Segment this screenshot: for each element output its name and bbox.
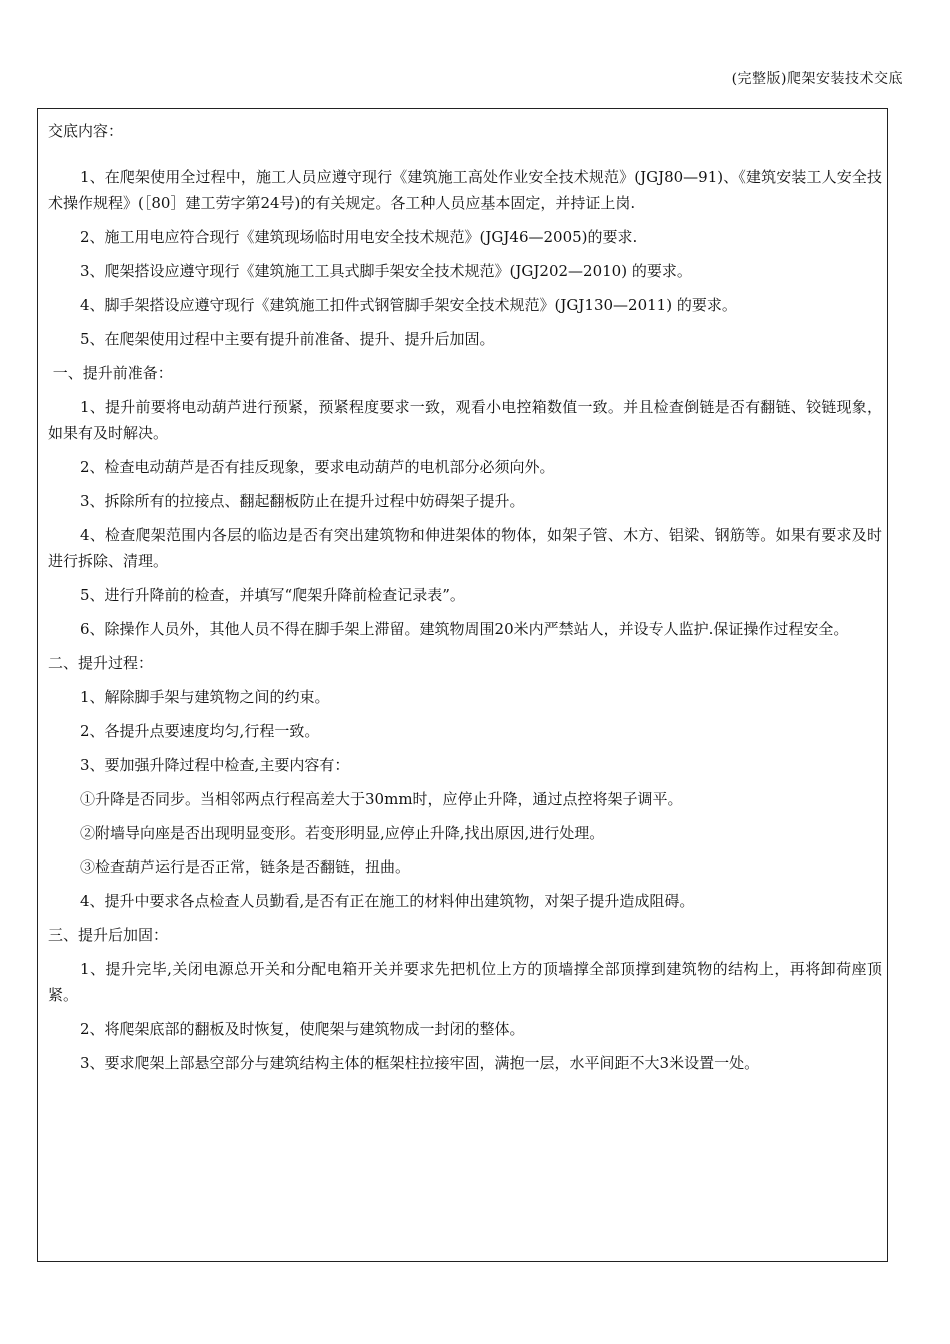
content-heading: 交底内容： bbox=[48, 122, 124, 140]
reinforcement-item-2: 2、将爬架底部的翻板及时恢复，使爬架与建筑物成一封闭的整体。 bbox=[80, 1020, 525, 1038]
section-title-preparation: 一、提升前准备： bbox=[48, 364, 173, 382]
lifting-item-1: 1、解除脚手架与建筑物之间的约束。 bbox=[80, 688, 330, 706]
document-body bbox=[48, 118, 882, 1084]
intro-paragraph-1: 1、在爬架使用全过程中，施工人员应遵守现行《建筑施工高处作业安全技术规范》(JGJ80—91)、《建筑安装工人安全技术操作规程》(［80］建工劳字第24号)的有关规定。各工种人员应基本固定，并持证上岗. bbox=[48, 168, 882, 212]
lifting-subitem-2: ②附墙导向座是否出现明显变形。若变形明显,应停止升降,找出原因,进行处理。 bbox=[80, 824, 605, 842]
preparation-item-6: 6、除操作人员外，其他人员不得在脚手架上滞留。建筑物周围20米内严禁站人，并设专人监护.保证操作过程安全。 bbox=[80, 620, 849, 638]
preparation-item-4: 4、检查爬架范围内各层的临边是否有突出建筑物和伸进架体的物体，如架子管、木方、铝梁、钢筋等。如果有要求及时进行拆除、清理。 bbox=[48, 526, 882, 570]
document-header-title: (完整版)爬架安装技术交底 bbox=[731, 71, 903, 87]
preparation-item-5: 5、进行升降前的检查，并填写“爬架升降前检查记录表”。 bbox=[80, 586, 465, 604]
section-title-reinforcement: 三、提升后加固： bbox=[48, 926, 169, 944]
section-title-lifting: 二、提升过程： bbox=[48, 654, 154, 672]
lifting-item-4: 4、提升中要求各点检查人员勤看,是否有正在施工的材料伸出建筑物，对架子提升造成阻碍。 bbox=[80, 892, 695, 910]
reinforcement-item-3: 3、要求爬架上部悬空部分与建筑结构主体的框架柱拉接牢固，满抱一层，水平间距不大3米设置一处。 bbox=[80, 1054, 760, 1072]
lifting-subitem-1: ①升降是否同步。当相邻两点行程高差大于30mm时，应停止升降，通过点控将架子调平。 bbox=[80, 790, 683, 808]
lifting-item-3: 3、要加强升降过程中检查,主要内容有： bbox=[80, 756, 350, 774]
preparation-item-2: 2、检查电动葫芦是否有挂反现象，要求电动葫芦的电机部分必须向外。 bbox=[80, 458, 555, 476]
preparation-item-1: 1、提升前要将电动葫芦进行预紧，预紧程度要求一致，观看小电控箱数值一致。并且检查倒链是否有翻链、铰链现象，如果有及时解决。 bbox=[48, 398, 882, 442]
intro-paragraph-3: 3、爬架搭设应遵守现行《建筑施工工具式脚手架安全技术规范》(JGJ202—2010) 的要求。 bbox=[80, 262, 692, 280]
intro-paragraph-4: 4、脚手架搭设应遵守现行《建筑施工扣件式钢管脚手架安全技术规范》(JGJ130—2011) 的要求。 bbox=[80, 296, 737, 314]
lifting-subitem-3: ③检查葫芦运行是否正常，链条是否翻链，扭曲。 bbox=[80, 858, 411, 876]
reinforcement-item-1: 1、提升完毕,关闭电源总开关和分配电箱开关并要求先把机位上方的顶墙撑全部顶撑到建筑物的结构上，再将卸荷座顶紧。 bbox=[48, 960, 882, 1004]
lifting-item-2: 2、各提升点要速度均匀,行程一致。 bbox=[80, 722, 320, 740]
preparation-item-3: 3、拆除所有的拉接点、翻起翻板防止在提升过程中妨碍架子提升。 bbox=[80, 492, 525, 510]
intro-paragraph-5: 5、在爬架使用过程中主要有提升前准备、提升、提升后加固。 bbox=[80, 330, 495, 348]
intro-paragraph-2: 2、施工用电应符合现行《建筑现场临时用电安全技术规范》(JGJ46—2005)的要求. bbox=[80, 228, 638, 246]
